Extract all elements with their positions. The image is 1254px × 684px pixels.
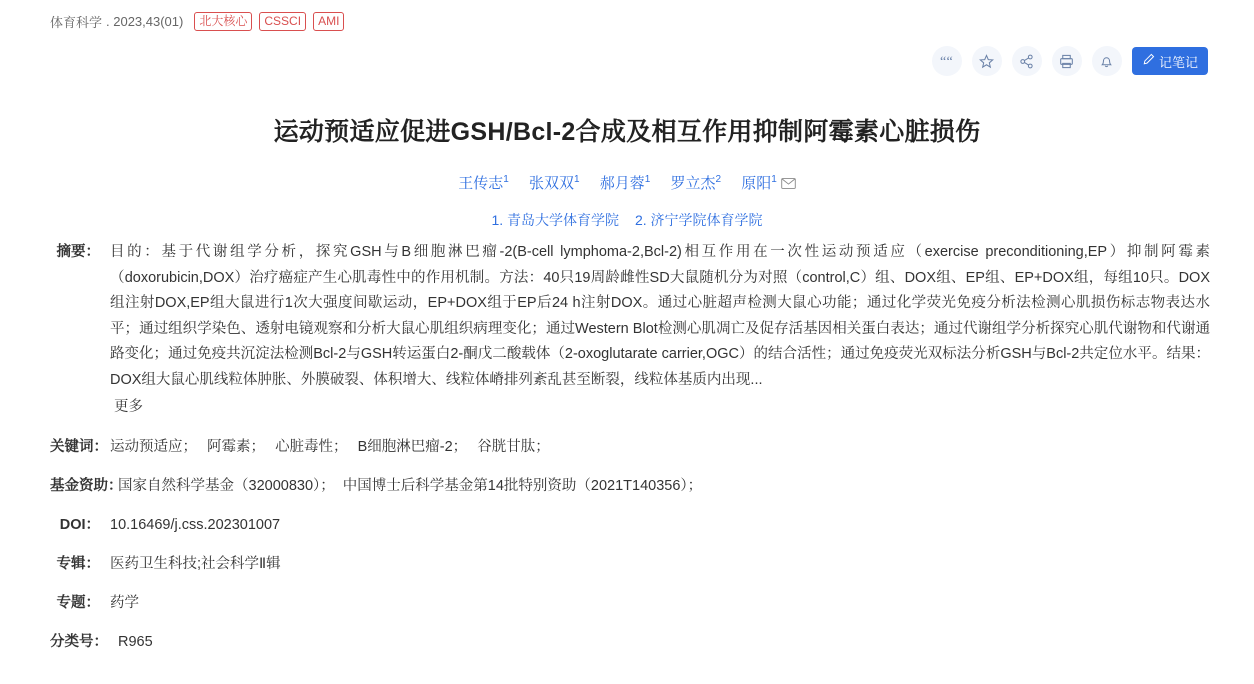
author-2[interactable]: 张双双$^1$ [528, 174, 580, 192]
fund-row [50, 474, 1210, 499]
more-link[interactable]: 更多 [114, 399, 143, 415]
album-value[interactable]: 医药卫生科技;社会科学Ⅱ辑 [110, 555, 281, 572]
affiliation-2[interactable]: 2. 济宁学院体育学院 [634, 212, 763, 228]
author-3[interactable]: 郝月蓉$^1$ [599, 174, 651, 192]
fund-2[interactable]: 中国博士后科学基金第14批特别资助（2021T140356）； [342, 477, 703, 494]
classification-row [50, 630, 1210, 655]
doi-label: DOI： [59, 516, 100, 533]
svg-text:“: “ [946, 53, 954, 69]
mail-icon[interactable] [781, 176, 796, 193]
keywords-label: 关键词： [50, 438, 108, 455]
abstract-text: 目的：基于代谢组学分析，探究GSH与B细胞淋巴瘤-2(B-cell lymphoma-2,Bcl-2)相互作用在一次性运动预适应（exercise preconditioning,EP）抑制阿霉素（doxorubicin,DOX）治疗癌症产生心肌毒性中的作用机制。方法：40只19周龄雌性SD大鼠随机分为对照（control,C）组、DOX组、EP组、EP+DOX组，每组10只。DOX组注射DOX,EP组大鼠进行1次大强度间歇运动，EP+DOX组于EP后24 h注射DOX。通过心脏超声检测大鼠心功能；通过化学荧光免疫分析法检测心肌损伤标志物表达水平；通过组织学染色、透射电镜观察和分析大鼠心肌组织病理变化；通过Western Blot检测心肌凋亡及促存活基因相关蛋白表达；通过代谢组学分析探究心肌代谢物和代谢通路变化；通过免疫共沉淀法检测Bcl-2与GSH转运蛋白2-酮戊二酸载体（2-oxoglutarate carrier,OGC）的结合活性；通过免疫荧光双标法分析GSH与Bcl-2共定位水平。结果：DOX组大鼠心肌线粒体肿胀、外膜破裂、体积增大、线粒体嵴排列紊乱甚至断裂，线粒体基质内出现... [110, 244, 1210, 388]
badge-pku-core: 北大核心 [194, 12, 252, 31]
badge-ami: AMI [313, 12, 344, 31]
fund-label: 基金资助： [50, 477, 123, 494]
take-note-label: 记笔记 [1158, 54, 1198, 70]
journal-info [50, 12, 344, 31]
doi-value: 10.16469/j.css.202301007 [110, 516, 281, 533]
affiliation-1[interactable]: 1. 青岛大学体育学院 [491, 212, 620, 228]
quote-icon[interactable] [932, 46, 962, 76]
pencil-icon [1142, 53, 1155, 69]
fund-value [118, 474, 1210, 499]
keyword-1[interactable]: 运动预适应； [110, 438, 197, 455]
page-title: 运动预适应促进GSH/Bcl-2合成及相互作用抑制阿霉素心脏损伤 [273, 118, 981, 146]
album-label: 专辑： [56, 555, 100, 572]
topic-row [50, 591, 1210, 616]
classification-label: 分类号： [50, 633, 108, 650]
keyword-3[interactable]: 心脏毒性； [275, 438, 348, 455]
badge-cssci: CSSCI [259, 12, 306, 31]
keyword-2[interactable]: 阿霉素； [207, 438, 266, 455]
abstract-row [50, 240, 1210, 421]
take-note-button[interactable] [1132, 47, 1208, 75]
abstract-label: 摘要： [56, 244, 100, 260]
journal-name[interactable]: 体育科学 [50, 15, 103, 30]
keywords-row [50, 435, 1210, 460]
topic-value[interactable]: 药学 [110, 594, 139, 611]
article-meta [50, 240, 1210, 669]
star-icon[interactable] [972, 46, 1002, 76]
keywords-value [110, 435, 1210, 460]
abstract-text-container [110, 240, 1210, 421]
article-toolbar [932, 46, 1208, 76]
bell-icon[interactable] [1092, 46, 1122, 76]
classification-value[interactable]: R965 [118, 633, 153, 650]
author-list [0, 172, 1254, 193]
topic-label: 专题： [56, 594, 100, 611]
author-4[interactable]: 罗立杰$^2$ [670, 174, 722, 192]
svg-text:“: “ [940, 53, 947, 69]
share-icon[interactable] [1012, 46, 1042, 76]
journal-issue: . 2023,43(01) [106, 14, 184, 29]
author-5[interactable]: 原阳$^1$ [741, 175, 796, 192]
fund-1[interactable]: 国家自然科学基金（32000830）； [118, 477, 335, 494]
author-1[interactable]: 王传志$^1$ [458, 174, 509, 192]
album-row [50, 552, 1210, 577]
keyword-5[interactable]: 谷胱甘肽； [477, 438, 550, 455]
doi-row [50, 513, 1210, 538]
print-icon[interactable] [1052, 46, 1082, 76]
keyword-4[interactable]: B细胞淋巴瘤-2； [357, 438, 468, 455]
affiliation-list [0, 210, 1254, 230]
